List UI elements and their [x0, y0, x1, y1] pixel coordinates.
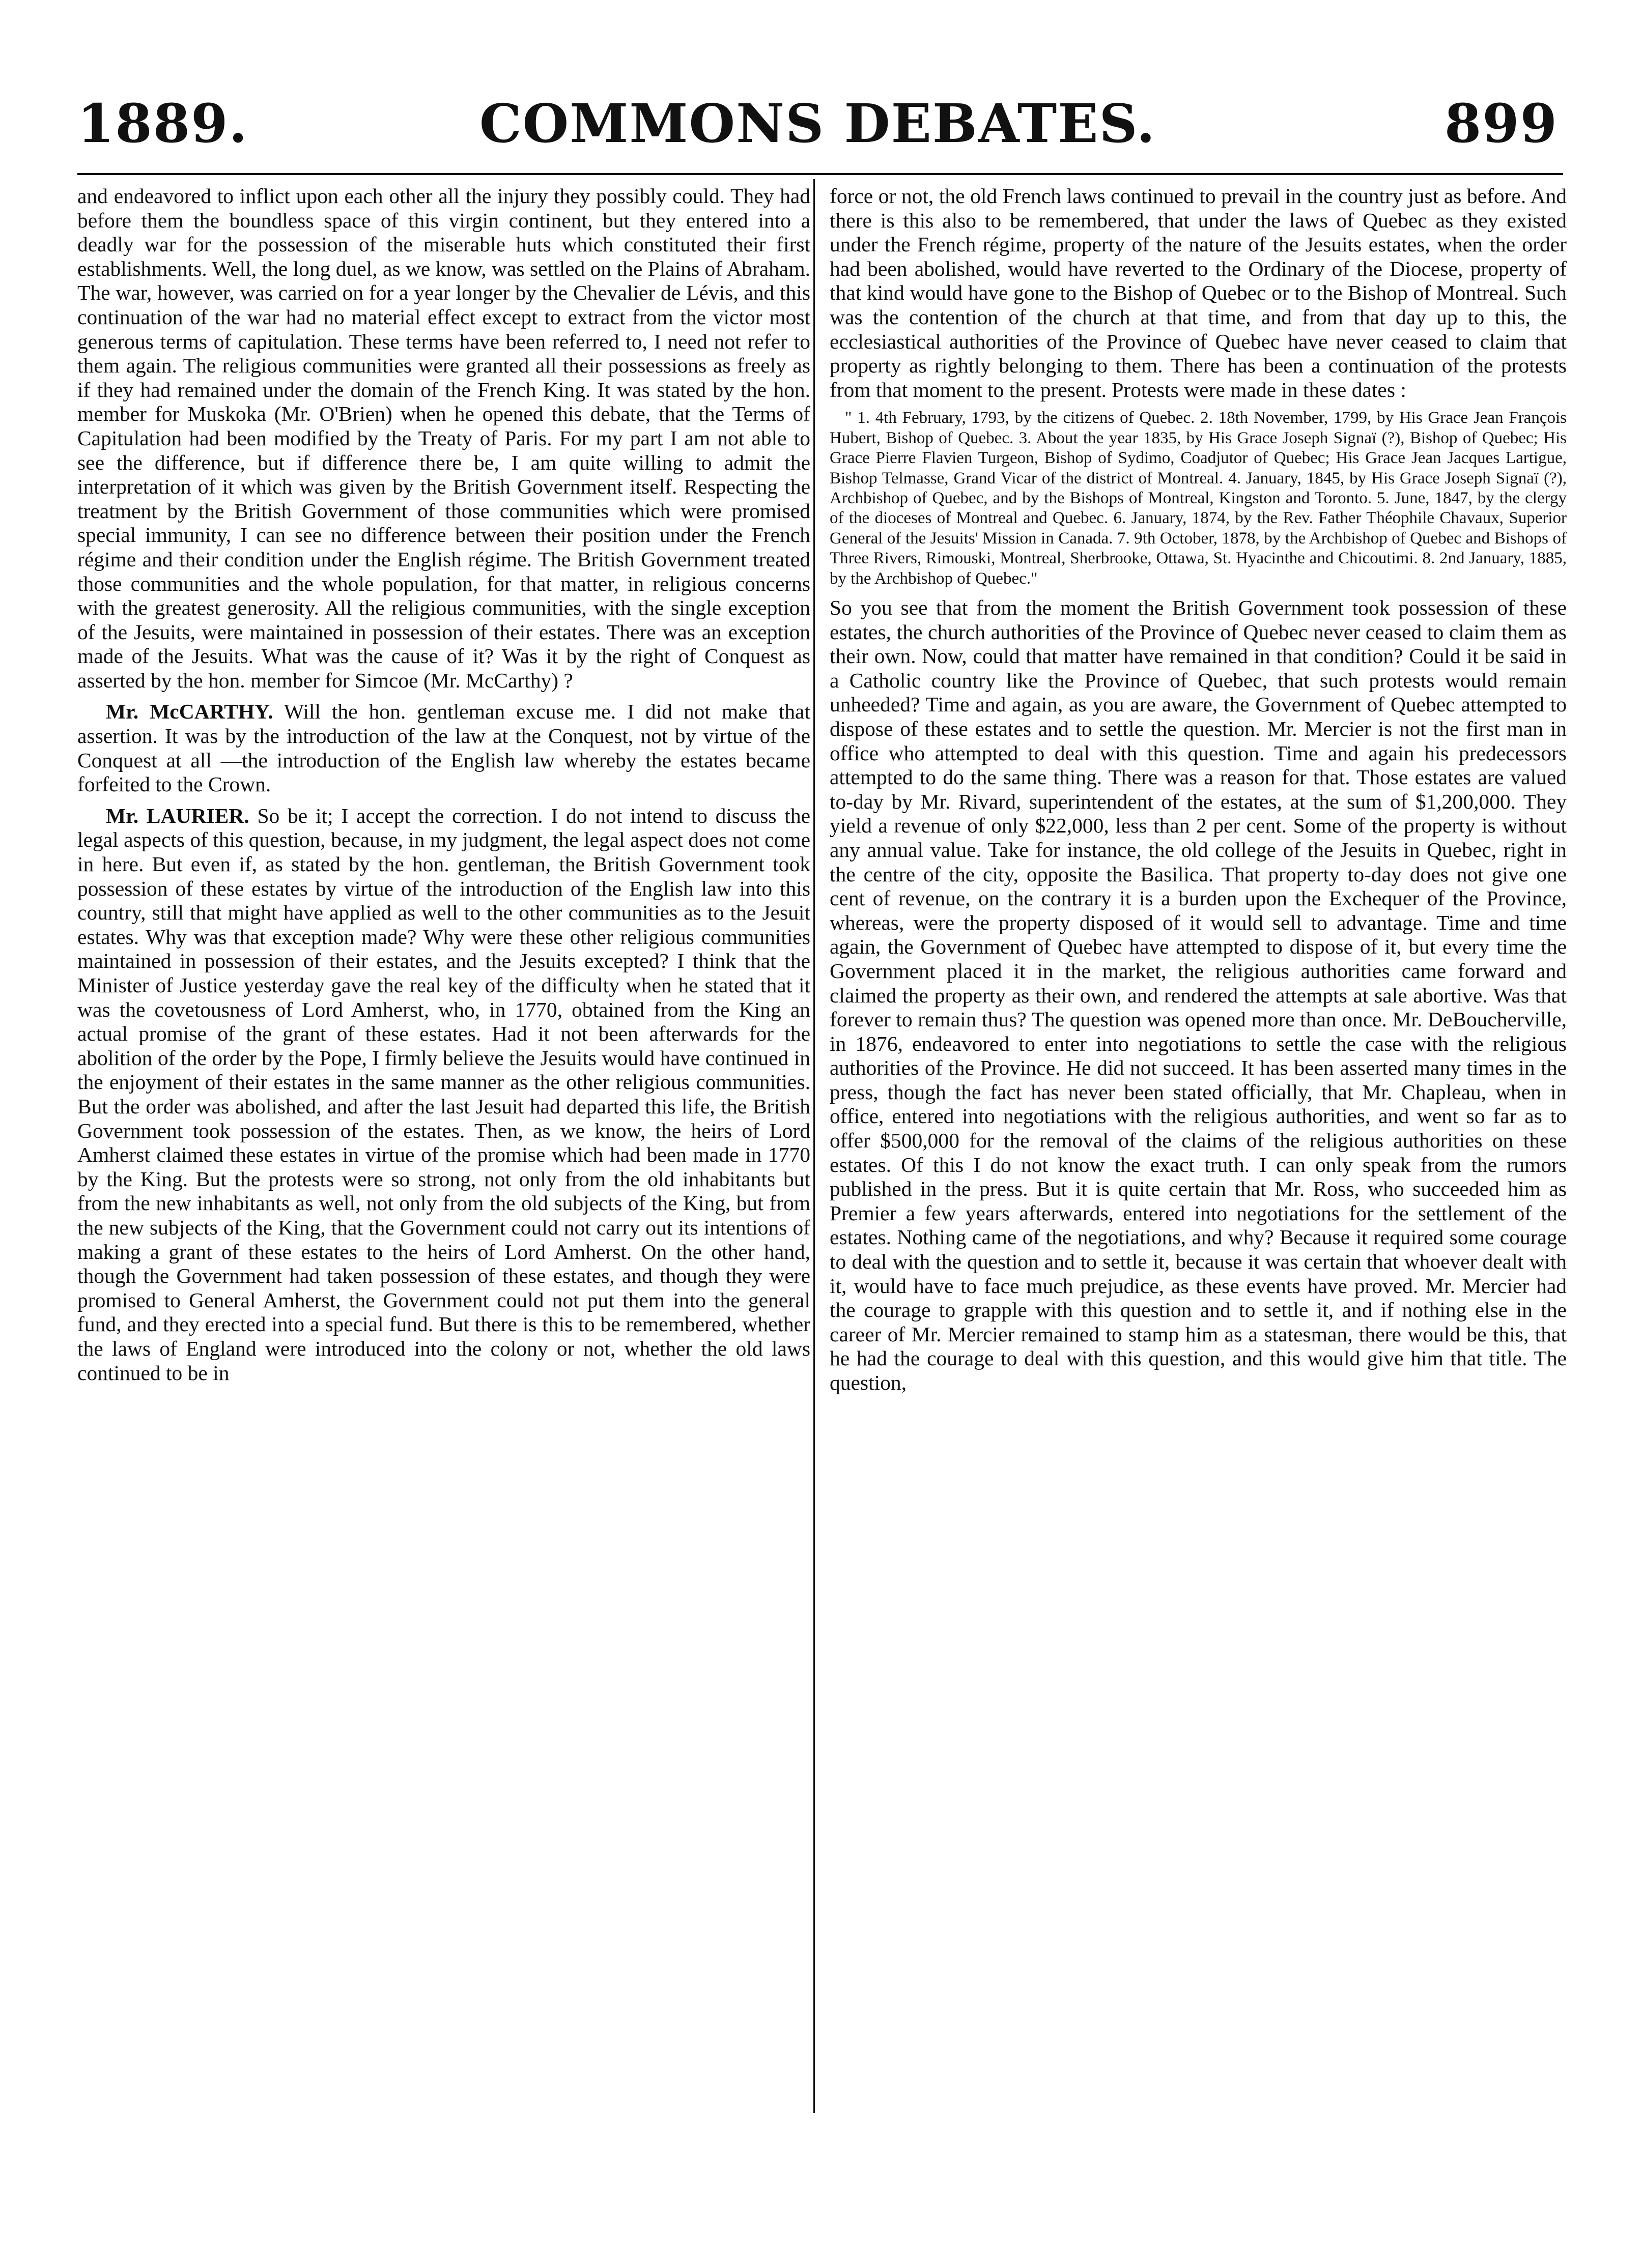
- speaker-name: Mr. LAURIER.: [106, 803, 249, 827]
- quoted-protest-list: " 1. 4th February, 1793, by the citizens of Quebec. 2. 18th November, 1799, by His Grace Jean François Hubert, Bishop of Quebec. 3. About the year 1835, by His Grace Joseph Signaï (?), Bishop of Quebec; His Grace Pierre Flavien Turgeon, Bishop of Sydimo, Coadjutor of Quebec; His Grace Jean Jacques Lartigue, Bishop Telmasse, Grand Vicar of the district of Montreal. 4. January, 1845, by His Grace Joseph Signaï (?), Archbishop of Quebec, and by the Bishops of Montreal, Kingston and Toronto. 5. June, 1847, by the clergy of the dioceses of Montreal and Quebec. 6. January, 1874, by the Rev. Father Théophile Chavaux, Superior General of the Jesuits' Mission in Canada. 7. 9th October, 1878, by the Archbishop of Quebec and Bishops of Three Rivers, Rimouski, Montreal, Sherbrooke, Ottawa, St. Hyacinthe and Chicoutimi. 8. 2nd January, 1885, by the Archbishop of Quebec.": [830, 409, 1567, 588]
- left-column: [77, 184, 810, 2113]
- speech-mccarthy: [77, 700, 810, 796]
- paragraph: force or not, the old French laws continued to prevail in the country just as before. And there is this also to be remembered, that under the laws of Quebec as they existed under the French régime, property of the nature of the Jesuits estates, when the order had been abolished, would have reverted to the Ordinary of the Diocese, property of that kind would have gone to the Bishop of Quebec or to the Bishop of Montreal. Such was the contention of the church at that time, and from that day up to this, the ecclesiastical authorities of the Province of Quebec have never ceased to claim that property as rightly belonging to them. There has been a continuation of the protests from that moment to the present. Protests were made in these dates :: [830, 184, 1567, 401]
- right-column: [830, 184, 1567, 2113]
- speech-laurier: [77, 804, 810, 1385]
- speaker-name: Mr. McCARTHY.: [106, 700, 273, 724]
- paragraph: So you see that from the moment the British Government took possession of these estates, the church authorities of the Province of Quebec never ceased to claim them as their own. Now, could that matter have remained in that condition? Could it be said in a Catholic country like the Province of Quebec, that such protests would remain unheeded? Time and again, as you are aware, the Government of Quebec attempted to dispose of these estates and to settle the question. Mr. Mercier is not the first man in office who attempted to deal with this question. Time and again his predecessors attempted to do the same thing. There was a reason for that. Those estates are valued to-day by Mr. Rivard, superintendent of the estates, at the sum of $1,200,000. They yield a revenue of only $22,000, less than 2 per cent. Some of the property is without any annual value. Take for instance, the old college of the Jesuits in Quebec, right in the centre of the city, opposite the Basilica. That property to-day does not give one cent of revenue, on the contrary it is a burden upon the Exchequer of the Province, whereas, were the property disposed of it would sell to advantage. Time and time again, the Government of Quebec have attempted to dispose of it, but every time the Government placed it in the market, the religious authorities came forward and claimed the property as their own, and rendered the attempts at sale abortive. Was that forever to remain thus? The question was opened more than once. Mr. DeBoucherville, in 1876, endeavored to enter into negotiations to settle the case with the religious authorities of the Province. He did not succeed. It has been asserted many times in the press, though the fact has never been stated officially, that Mr. Chapleau, when in office, entered into negotiations with the religious authorities, and went so far as to offer $500,000 for the removal of the claims of the religious authorities on these estates. Of this I do not know the exact truth. I can only speak from the rumors published in the press. But it is quite certain that Mr. Ross, who succeeded him as Premier a few years afterwards, entered into negotiations for the settlement of the estates. Nothing came of the negotiations, and why? Because it required some courage to deal with the question and to settle it, because it was certain that whoever dealt with it, would have to face much prejudice, as these events have proved. Mr. Mercier had the courage to grapple with this question and to settle it, and if nothing else in the career of Mr. Mercier remained to stamp him as a statesman, there would be this, that he had the courage to deal with this question, and this would give him that title. The question,: [830, 596, 1567, 1394]
- page-header: [77, 85, 1558, 162]
- paragraph: and endeavored to inflict upon each other all the injury they possibly could. They had before them the boundless space of this virgin continent, but they entered into a deadly war for the possession of the miserable huts which constituted their first establishments. Well, the long duel, as we know, was settled on the Plains of Abraham. The war, however, was carried on for a year longer by the Chevalier de Lévis, and this continuation of the war had no material effect except to extract from the victor most generous terms of capitulation. These terms have been referred to, I need not refer to them again. The religious communities were granted all their possessions as freely as if they had remained under the domain of the French King. It was stated by the hon. member for Muskoka (Mr. O'Brien) when he opened this debate, that the Terms of Capitulation had been modified by the Treaty of Paris. For my part I am not able to see the difference, but if difference there be, I am quite willing to admit the interpretation of it which was given by the British Government itself. Respecting the treatment by the British Government of those communities which were promised special immunity, I can see no difference between their position under the French régime and their condition under the English régime. The British Government treated those communities and the whole population, for that matter, in religious concerns with the greatest generosity. All the religious communities, with the single exception of the Jesuits, were maintained in possession of their estates. There was an exception made of the Jesuits. What was the cause of it? Was it by the right of Conquest as asserted by the hon. member for Simcoe (Mr. McCarthy) ?: [77, 184, 810, 692]
- header-rule: [77, 173, 1563, 175]
- speech-text: Will the hon. gentleman excuse me. I did not make that assertion. It was by the introduction of the law at the Conquest, not by virtue of the Conquest at all —the introduction of the English law whereby the estates became forfeited to the Crown.: [77, 700, 810, 796]
- page-year: 1889.: [77, 92, 248, 155]
- speech-text: So be it; I accept the correction. I do not intend to discuss the legal aspects of this question, because, in my judgment, the legal aspect does not come in here. But even if, as stated by the hon. gentleman, the British Government took possession of these estates by virtue of the introduction of the English law into this country, still that might have applied as well to the other communities as to the Jesuit estates. Why was that exception made? Why were these other religious communities maintained in possession of their estates, and the Jesuits excepted? I think that the Minister of Justice yesterday gave the real key of the difficulty when he stated that it was the covetousness of Lord Amherst, who, in 1770, obtained from the King an actual promise of the grant of these estates. Had it not been afterwards for the abolition of the order by the Pope, I firmly believe the Jesuits would have continued in the enjoyment of their estates in the same manner as the other religious communities. But the order was abolished, and after the last Jesuit had departed this life, the British Government took possession of the estates. Then, as we know, the heirs of Lord Amherst claimed these estates in virtue of the promise which had been made in 1770 by the King. But the protests were so strong, not only from the old inhabitants but from the new inhabitants as well, not only from the old subjects of the King, but from the new subjects of the King, that the Government could not carry out its intentions of making a grant of these estates to the heirs of Lord Amherst. On the other hand, though the Government had taken possession of these estates, and though they were promised to General Amherst, the Government could not put them into the general fund, and they erected into a special fund. But there is this to be remembered, whether the laws of England were introduced into the colony or not, whether the old laws continued to be in: [77, 803, 810, 1385]
- publication-title: COMMONS DEBATES.: [479, 92, 1156, 155]
- column-divider: [813, 179, 815, 2113]
- page-number: 899: [1444, 92, 1558, 155]
